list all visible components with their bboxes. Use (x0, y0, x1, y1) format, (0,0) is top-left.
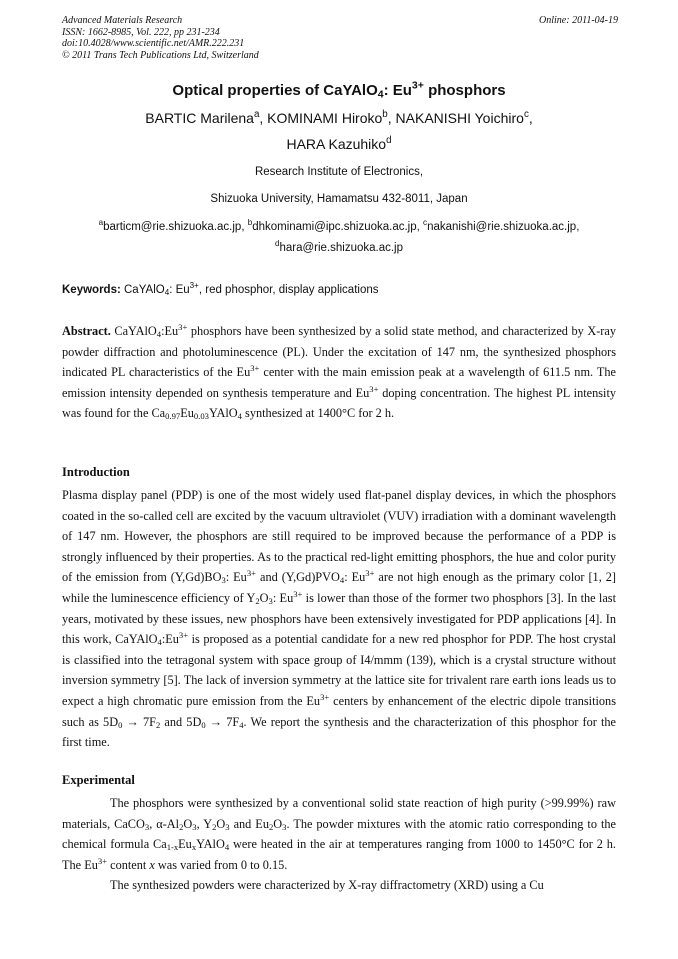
author-emails-line-2: $^d$hara@rie.shizuoka.ac.jp (274, 239, 404, 254)
author-list: BARTIC Marilena$^a$, KOMINAMI Hiroko$^b$, NAKANISHI Yoichiro$^c$, (145, 109, 533, 126)
affiliation-line-2: Shizuoka University, Hamamatsu 432-8011, Japan (210, 193, 468, 205)
section-heading-introduction: Introduction (62, 465, 130, 479)
author-list-line-2: HARA Kazuhiko$^d$ (286, 135, 392, 152)
keywords-label: Keywords: (62, 284, 121, 296)
author-3: NAKANISHI Yoichiro (395, 110, 524, 126)
journal-name: Advanced Materials Research (62, 15, 183, 26)
section-heading-experimental: Experimental (62, 773, 135, 787)
author-2: KOMINAMI Hiroko (267, 110, 383, 126)
introduction-paragraph: Plasma display panel (PDP) is one of the most widely used flat-panel display devices, in which the phosphors coated in the so-called cell are excited by the vacuum ultraviolet (VUV) irradiation with a dominant wavelength of 147 nm. However, the phosphors are still required to be improved because the performance of a PDP is strongly influenced by their properties. As to the practical red-light emitting phosphors, the hue and color purity of the emission from $(Y,Gd)BO_3$: $Eu^{3+}$ and $(Y,Gd)PVO_4$: $Eu^{3+}$ are not high enough as the primary color [1, 2] while the luminescence efficiency of $Y_2O_3$: $Eu^{3+}$ is lower than those of the former two phosphors [3]. In the last years, motivated by these issues, new phosphors have been extensively investigated for PDP applications [4]. In this work, $CaYAlO_4:Eu^{3+}$ is proposed as a potential candidate for a new red phosphor for PDP. The host crystal is classified into the tetragonal system with space group of I4/mmm (139), which is a crystal structure without inversion symmetry [5]. The lack of inversion symmetry at the lattice site for trivalent rare earth ions leads us to expect a high chromatic pure emission from the $Eu^{3+}$ centers by enhancement of the electric dipole transitions such as $5D_0 \to 7F_2$ and $5D_0 \to 7F_4$. We report the synthesis and the characterization of this phosphor for the first time. (62, 488, 617, 750)
experimental-text (62, 793, 616, 896)
keywords-text: CaYAlO$_4$: $Eu^{3+}$, red phosphor, display applications (124, 281, 379, 297)
abstract (62, 321, 616, 424)
email-c: nakanishi@rie.shizuoka.ac.jp (427, 221, 577, 233)
author-1: BARTIC Marilena (145, 110, 254, 126)
copyright-line: © 2011 Trans Tech Publications Ltd, Switzerland (62, 49, 259, 61)
email-a: barticm@rie.shizuoka.ac.jp (103, 221, 242, 233)
journal-header (62, 15, 618, 61)
paper-title: Optical properties of CaYAlO$_4$: $Eu^{3+}$ phosphors (172, 79, 506, 101)
abstract-text: $CaYAlO_4:Eu^{3+}$ phosphors have been synthesized by a solid state method, and characterized by X-ray powder diffraction and photoluminescence (PL). Under the excitation of 147 nm, the synthesized phosphors indicated PL characteristics of the $Eu^{3+}$ center with the main emission peak at a wavelength of 611.5 nm. The emission intensity depended on synthesis temperature and $Eu^{3+}$ doping concentration. The highest PL intensity was found for the $Ca_{0.97}Eu_{0.03}YAlO_4$ synthesized at 1400°C for 2 h. (62, 321, 617, 422)
email-b: dhkominami@ipc.shizuoka.ac.jp (252, 221, 417, 233)
author-emails: $^a$barticm@rie.shizuoka.ac.jp, $^b$dhkominami@ipc.shizuoka.ac.jp, $^c$nakanishi@rie.shizuoka.ac.jp, (98, 218, 580, 233)
experimental-paragraph-2: The synthesized powders were characterized by X-ray diffractometry (XRD) using a Cu (110, 878, 544, 893)
keywords (62, 281, 618, 297)
email-d: hara@rie.shizuoka.ac.jp (279, 242, 404, 254)
affiliation-line-1: Research Institute of Electronics, (254, 166, 424, 178)
experimental-paragraph-1: The phosphors were synthesized by a conventional solid state reaction of high purity (>99.99%) raw materials, CaCO$_3$, $\alpha-Al_2O_3$, $Y_2O_3$ and $Eu_2O_3$. The powder mixtures with the atomic ratio corresponding to the chemical formula $Ca_{1-x}Eu_xYAlO_4$ were heated in the air at temperatures ranging from 1000 to 1450°C for 2 h. The $Eu^{3+}$ content x was varied from 0 to 0.15. (62, 796, 616, 872)
issn-line: ISSN: 1662-8985, Vol. 222, pp 231-234 (62, 26, 220, 38)
abstract-label: Abstract. (62, 324, 111, 338)
author-4: HARA Kazuhiko (286, 136, 387, 152)
doi-line: doi:10.4028/www.scientific.net/AMR.222.231 (62, 38, 245, 49)
online-date: Online: 2011-04-19 (539, 15, 618, 26)
introduction-text (62, 485, 616, 753)
